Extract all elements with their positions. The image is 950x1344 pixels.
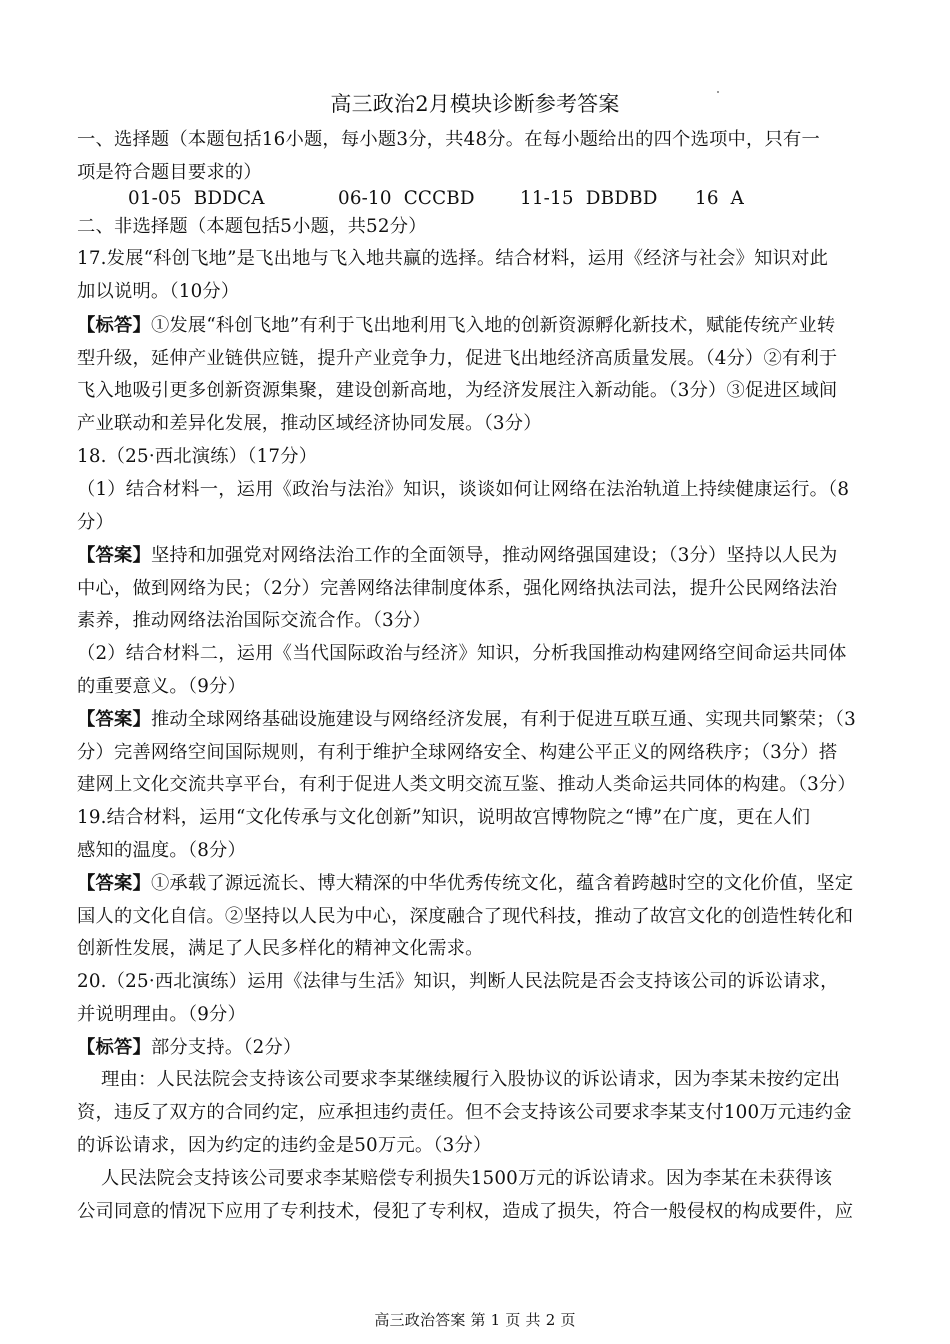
- text-line: [77, 908, 853, 926]
- text-line: [77, 1203, 853, 1221]
- text-line: [77, 547, 837, 565]
- line-text: 创新性发展，满足了人民多样化的精神文化需求。: [77, 938, 484, 959]
- text-line: [77, 1039, 301, 1057]
- text-line: [77, 415, 542, 433]
- answer-label: 【答案】: [77, 873, 151, 894]
- text-line: [77, 131, 820, 149]
- answer-group: 06-10 CCCBD: [338, 188, 475, 209]
- answer-label: 【答案】: [77, 545, 151, 566]
- text-line: [77, 481, 849, 499]
- text-line: [77, 448, 317, 466]
- line-text: 的重要意义。（9分）: [77, 676, 247, 697]
- text-line: [77, 678, 246, 696]
- line-text: 飞入地吸引更多创新资源集聚，建设创新高地，为经济发展注入新动能。（3分）③促进区域间: [77, 380, 838, 401]
- answer-group: 01-05 BDDCA: [128, 188, 265, 209]
- answer-label: 【答案】: [77, 709, 151, 730]
- line-text: 分）完善网络空间国际规则，有利于维护全球网络安全、构建公平正义的网络秩序；（3分）搭: [77, 742, 838, 763]
- line-text: 建网上文化交流共享平台，有利于促进人类文明交流互鉴、推动人类命运共同体的构建。（3分）: [77, 774, 856, 795]
- line-text: 人民法院会支持该公司要求李某赔偿专利损失1500万元的诉讼请求。因为李某在未获得该: [77, 1168, 833, 1189]
- line-text: 中心，做到网络为民；（2分）完善网络法律制度体系，强化网络执法司法，提升公民网络法治: [77, 578, 838, 599]
- text-line: [77, 164, 262, 182]
- line-text: 17.发展“科创飞地”是飞出地与飞入地共赢的选择。结合材料，运用《经济与社会》知识对此: [77, 248, 829, 269]
- line-text: 一、选择题（本题包括16小题，每小题3分，共48分。在每小题给出的四个选项中，只有一: [77, 129, 820, 150]
- text-line: [77, 1137, 491, 1155]
- line-text: 项是符合题目要求的）: [77, 162, 262, 183]
- line-text: 国人的文化自信。②坚持以人民为中心，深度融合了现代科技，推动了故宫文化的创造性转化和: [77, 906, 854, 927]
- text-line: [77, 350, 837, 368]
- line-text: 产业联动和差异化发展，推动区域经济协同发展。（3分）: [77, 413, 542, 434]
- text-line: [77, 514, 114, 532]
- line-text: （2）结合材料二，运用《当代国际政治与经济》知识，分析我国推动构建网络空间命运共同体: [77, 643, 847, 664]
- line-text: 型升级，延伸产业链供应链，提升产业竞争力，促进飞出地经济高质量发展。（4分）②有利于: [77, 348, 838, 369]
- text-line: [77, 809, 810, 827]
- text-line: [77, 382, 837, 400]
- line-text: ①承载了源远流长、博大精深的中华优秀传统文化，蕴含着跨越时空的文化价值，坚定: [150, 873, 854, 894]
- text-line: [77, 218, 427, 236]
- text-line: [77, 580, 837, 598]
- text-line: [77, 283, 239, 301]
- scan-speck: [717, 91, 719, 93]
- line-text: 的诉讼请求，因为约定的违约金是50万元。（3分）: [77, 1135, 492, 1156]
- answer-label: 【标答】: [77, 1037, 151, 1058]
- line-text: 加以说明。（10分）: [77, 281, 240, 302]
- text-line: [77, 612, 431, 630]
- text-line: [77, 1071, 840, 1089]
- line-text: 分）: [77, 512, 114, 533]
- line-text: 部分支持。（2分）: [150, 1037, 302, 1058]
- answer-group: 16 A: [695, 188, 745, 209]
- text-line: [77, 842, 246, 860]
- line-text: 19.结合材料，运用“文化传承与文化创新”知识，说明故宫博物院之“博”在广度，更在人们: [77, 807, 811, 828]
- text-line: [77, 1006, 246, 1024]
- line-text: 公司同意的情况下应用了专利技术，侵犯了专利权，造成了损失，符合一般侵权的构成要件，应: [77, 1201, 854, 1222]
- text-line: [77, 1170, 832, 1188]
- line-text: 坚持和加强党对网络法治工作的全面领导，推动网络强国建设；（3分）坚持以人民为: [150, 545, 838, 566]
- line-text: 二、非选择题（本题包括5小题，共52分）: [77, 216, 427, 237]
- text-line: [77, 776, 856, 794]
- line-text: 推动全球网络基础设施建设与网络经济发展，有利于促进互联互通、实现共同繁荣；（3: [150, 709, 856, 730]
- line-text: 资，违反了双方的合同约定，应承担违约责任。但不会支持该公司要求李某支付100万元违约金: [77, 1102, 852, 1123]
- text-line: [77, 250, 828, 268]
- line-text: 理由：人民法院会支持该公司要求李某继续履行入股协议的诉讼请求，因为李某未按约定出: [77, 1069, 841, 1090]
- text-line: [77, 940, 484, 958]
- page-title: 高三政治2月模块诊断参考答案: [330, 92, 620, 116]
- line-text: 18.（25·西北演练）（17分）: [77, 446, 318, 467]
- text-line: [77, 711, 856, 729]
- line-text: 20.（25·西北演练）运用《法律与生活》知识，判断人民法院是否会支持该公司的诉讼请求，: [77, 971, 839, 992]
- line-text: 素养，推动网络法治国际交流合作。（3分）: [77, 610, 431, 631]
- text-line: [77, 744, 837, 762]
- text-line: [77, 875, 853, 893]
- text-line: [77, 1104, 852, 1122]
- text-line: [77, 317, 835, 335]
- line-text: 感知的温度。（8分）: [77, 840, 247, 861]
- text-line: [77, 645, 847, 663]
- line-text: ①发展“科创飞地”有利于飞出地利用飞入地的创新资源孵化新技术，赋能传统产业转: [150, 315, 836, 336]
- answer-group: 11-15 DBDBD: [520, 188, 658, 209]
- answer-label: 【标答】: [77, 315, 151, 336]
- line-text: 并说明理由。（9分）: [77, 1004, 247, 1025]
- text-line: [77, 973, 839, 991]
- page-footer: 高三政治答案 第 1 页 共 2 页: [374, 1311, 576, 1329]
- line-text: （1）结合材料一，运用《政治与法治》知识，谈谈如何让网络在法治轨道上持续健康运行。（8: [77, 479, 850, 500]
